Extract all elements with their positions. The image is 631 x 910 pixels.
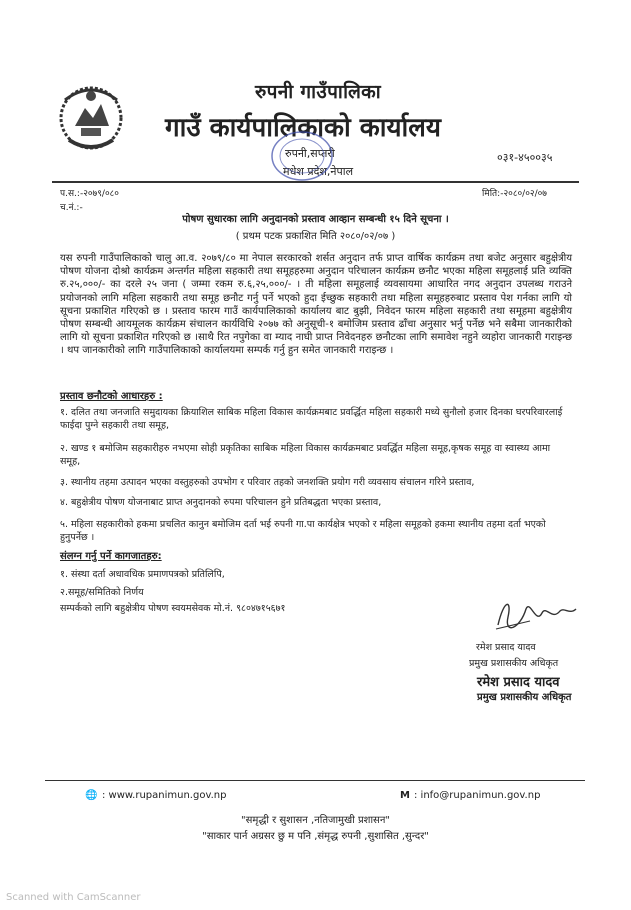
documents-heading: संलग्न गर्नु पर्ने कागजातहरु:: [60, 551, 162, 562]
notice-subtitle: ( प्रथम पटक प्रकाशित मिति २०८०/०२/०७ ): [235, 231, 396, 242]
address-line-1: रुपनी,सप्तरी: [285, 147, 335, 160]
document-item: २.समूह/समितिको निर्णय: [60, 587, 144, 598]
slogan-line-2: "साकार पार्न अग्रसर छु म पनि ,संमृद्ध रुपनी ,सुशासित ,सुन्दर": [202, 831, 429, 842]
notice-body: यस रुपनी गाउँपालिकाको चालु आ.व. २०७९/८० मा नेपाल सरकारको शर्सत अनुदान तर्फ प्राप्त वार्षिक कार्यक्रम तथा बजेट अनुसार बहुक्षेत्रीय पोषण योजना दोश्रो कार्यक्रम अन्तर्गत महिला सहकारी तथा समूहहरुमा अनुदान परिचालन कार्यक्रम छनौट भएका महिला समूहलाई प्रति व्यक्ति रु.२५,०००/- का दरले २५ जना ( जम्मा रकम रु.६,२५,०००/- । ती महिला समूहलाई व्यवसायमा आधारित नगद अनुदान उपलब्ध गराउने प्रयोजनको लागि महिला सहकारी तथा समूह छनौट गर्नु पर्ने भएको हुदा ईच्छुक सहकारी तथा महिला समूहहरुबाट प्रस्ताव पेश गर्नका लागि यो सूचना प्रकाशित गरिएको छ । प्रस्ताव फारम गाउँ कार्यपालिकाको कार्यालय बाट बुझी, निवेदन फारम महिला सहकारी तथा समूहमा बहुक्षेत्रीय पोषण सम्बन्धी आयमूलक कार्यक्रम संचालन कार्यविधि २०७७ को अनुसूची-१ बमोजिम प्रस्ताव ढाँचा अनुसार भर्नु पर्नेछ भने सबैमा जानकारीको लागि यो सूचना प्रकाशित गरिएको छ ।साथै रित नपुगेका वा म्याद नाघी प्राप्त निवेदनहरु छनौटका लागि समावेश नहुने व्यहोरा जानकारी गराइन्छ । थप जानकारीको लागि गाउँपालिकाको कार्यालयमा सम्पर्क गर्नु हुन समेत जानकारी गराइन्छ ।: [60, 253, 572, 357]
title-seal: प्रमुख प्रशासकीय अधिकृत: [477, 692, 572, 703]
header-divider: [52, 181, 579, 183]
municipality-name: रुपनी गाउँपालिका: [255, 81, 381, 103]
criteria-item: २. खण्ड १ बमोजिम सहकारीहरु नभएमा सोही प्रकृतिका साबिक महिला विकास कार्यक्रमबाट प्रवर्द्धित महिला समूह,कृषक समूह वा स्वास्थ्य आमा समूह,: [60, 443, 551, 468]
scanner-watermark: Scanned with CamScanner: [6, 892, 141, 903]
signatory-name: रमेश प्रसाद यादव: [476, 642, 536, 653]
letter-date: मिति:-२०८०/०२/०७: [482, 189, 547, 199]
dispatch-number: च.नं.:-: [60, 203, 83, 213]
criteria-item: ३. स्थानीय तहमा उत्पादन भएका वस्तुहरुको उपभोग र परिवार तहको जनशक्ति प्रयोग गरी व्यवसाय संचालन गरिने प्रस्ताव,: [60, 477, 475, 488]
criteria-item: ४. बहुक्षेत्रीय पोषण योजनाबाट प्राप्त अनुदानको रुपमा परिचालन हुने प्रतिबद्धता भएका प्रस्ताव,: [60, 497, 382, 508]
slogan-line-1: "समृद्धी र सुशासन ,नतिजामुखी प्रशासन": [241, 815, 390, 826]
office-name: गाउँ कार्यपालिकाको कार्यालय: [165, 113, 441, 143]
signatory-title: प्रमुख प्रशासकीय अधिकृत: [469, 658, 559, 669]
email-link[interactable]: : info@rupanimun.gov.np: [414, 790, 541, 801]
website-link[interactable]: : www.rupanimun.gov.np: [102, 790, 227, 801]
name-seal: रमेश प्रसाद यादव: [477, 675, 560, 690]
nepal-government-emblem: [55, 78, 127, 156]
handwritten-signature: [490, 595, 580, 635]
criteria-item: ५. महिला सहकारीको हकमा प्रचलित कानुन बमोजिम दर्ता भई रुपनी गा.पा कार्यक्षेत्र भएको र महिला समूहको हकमा स्थानीय तहमा दर्ता भएको हुनुपर्नेछ ।: [60, 519, 546, 544]
reference-number: प.स.:-२०७९/०८०: [60, 189, 119, 199]
phone-number: ०३१-४५००३५: [497, 151, 553, 164]
address-line-2: मधेश प्रदेश,नेपाल: [283, 165, 354, 178]
criteria-heading: प्रस्ताव छनौटको आधारहरु :: [60, 391, 163, 402]
globe-icon: 🌐: [85, 790, 98, 801]
document-item: १. संस्था दर्ता अधावधिक प्रमाणपत्रको प्रतिलिपि,: [60, 569, 225, 580]
office-stamp: [268, 128, 336, 184]
footer-divider: [45, 780, 585, 781]
notice-title: पोषण सुधारका लागि अनुदानको प्रस्ताव आव्हान सम्बन्धी १५ दिने सूचना ।: [182, 214, 449, 225]
contact-line: सम्पर्कको लागि बहुक्षेत्रीय पोषण स्वयमसेवक मो.नं. ९८०४७१५६७१: [60, 603, 286, 614]
criteria-item: १. दलित तथा जनजाति समुदायका क्रियाशिल साबिक महिला विकास कार्यक्रमबाट प्रवर्द्धित महिला सहकारी मध्ये सुनौलो हजार दिनका घरपरिवारलाई फाईदा पुग्ने सहकारी तथा समूह,: [60, 407, 563, 432]
mail-icon: M: [400, 790, 410, 801]
